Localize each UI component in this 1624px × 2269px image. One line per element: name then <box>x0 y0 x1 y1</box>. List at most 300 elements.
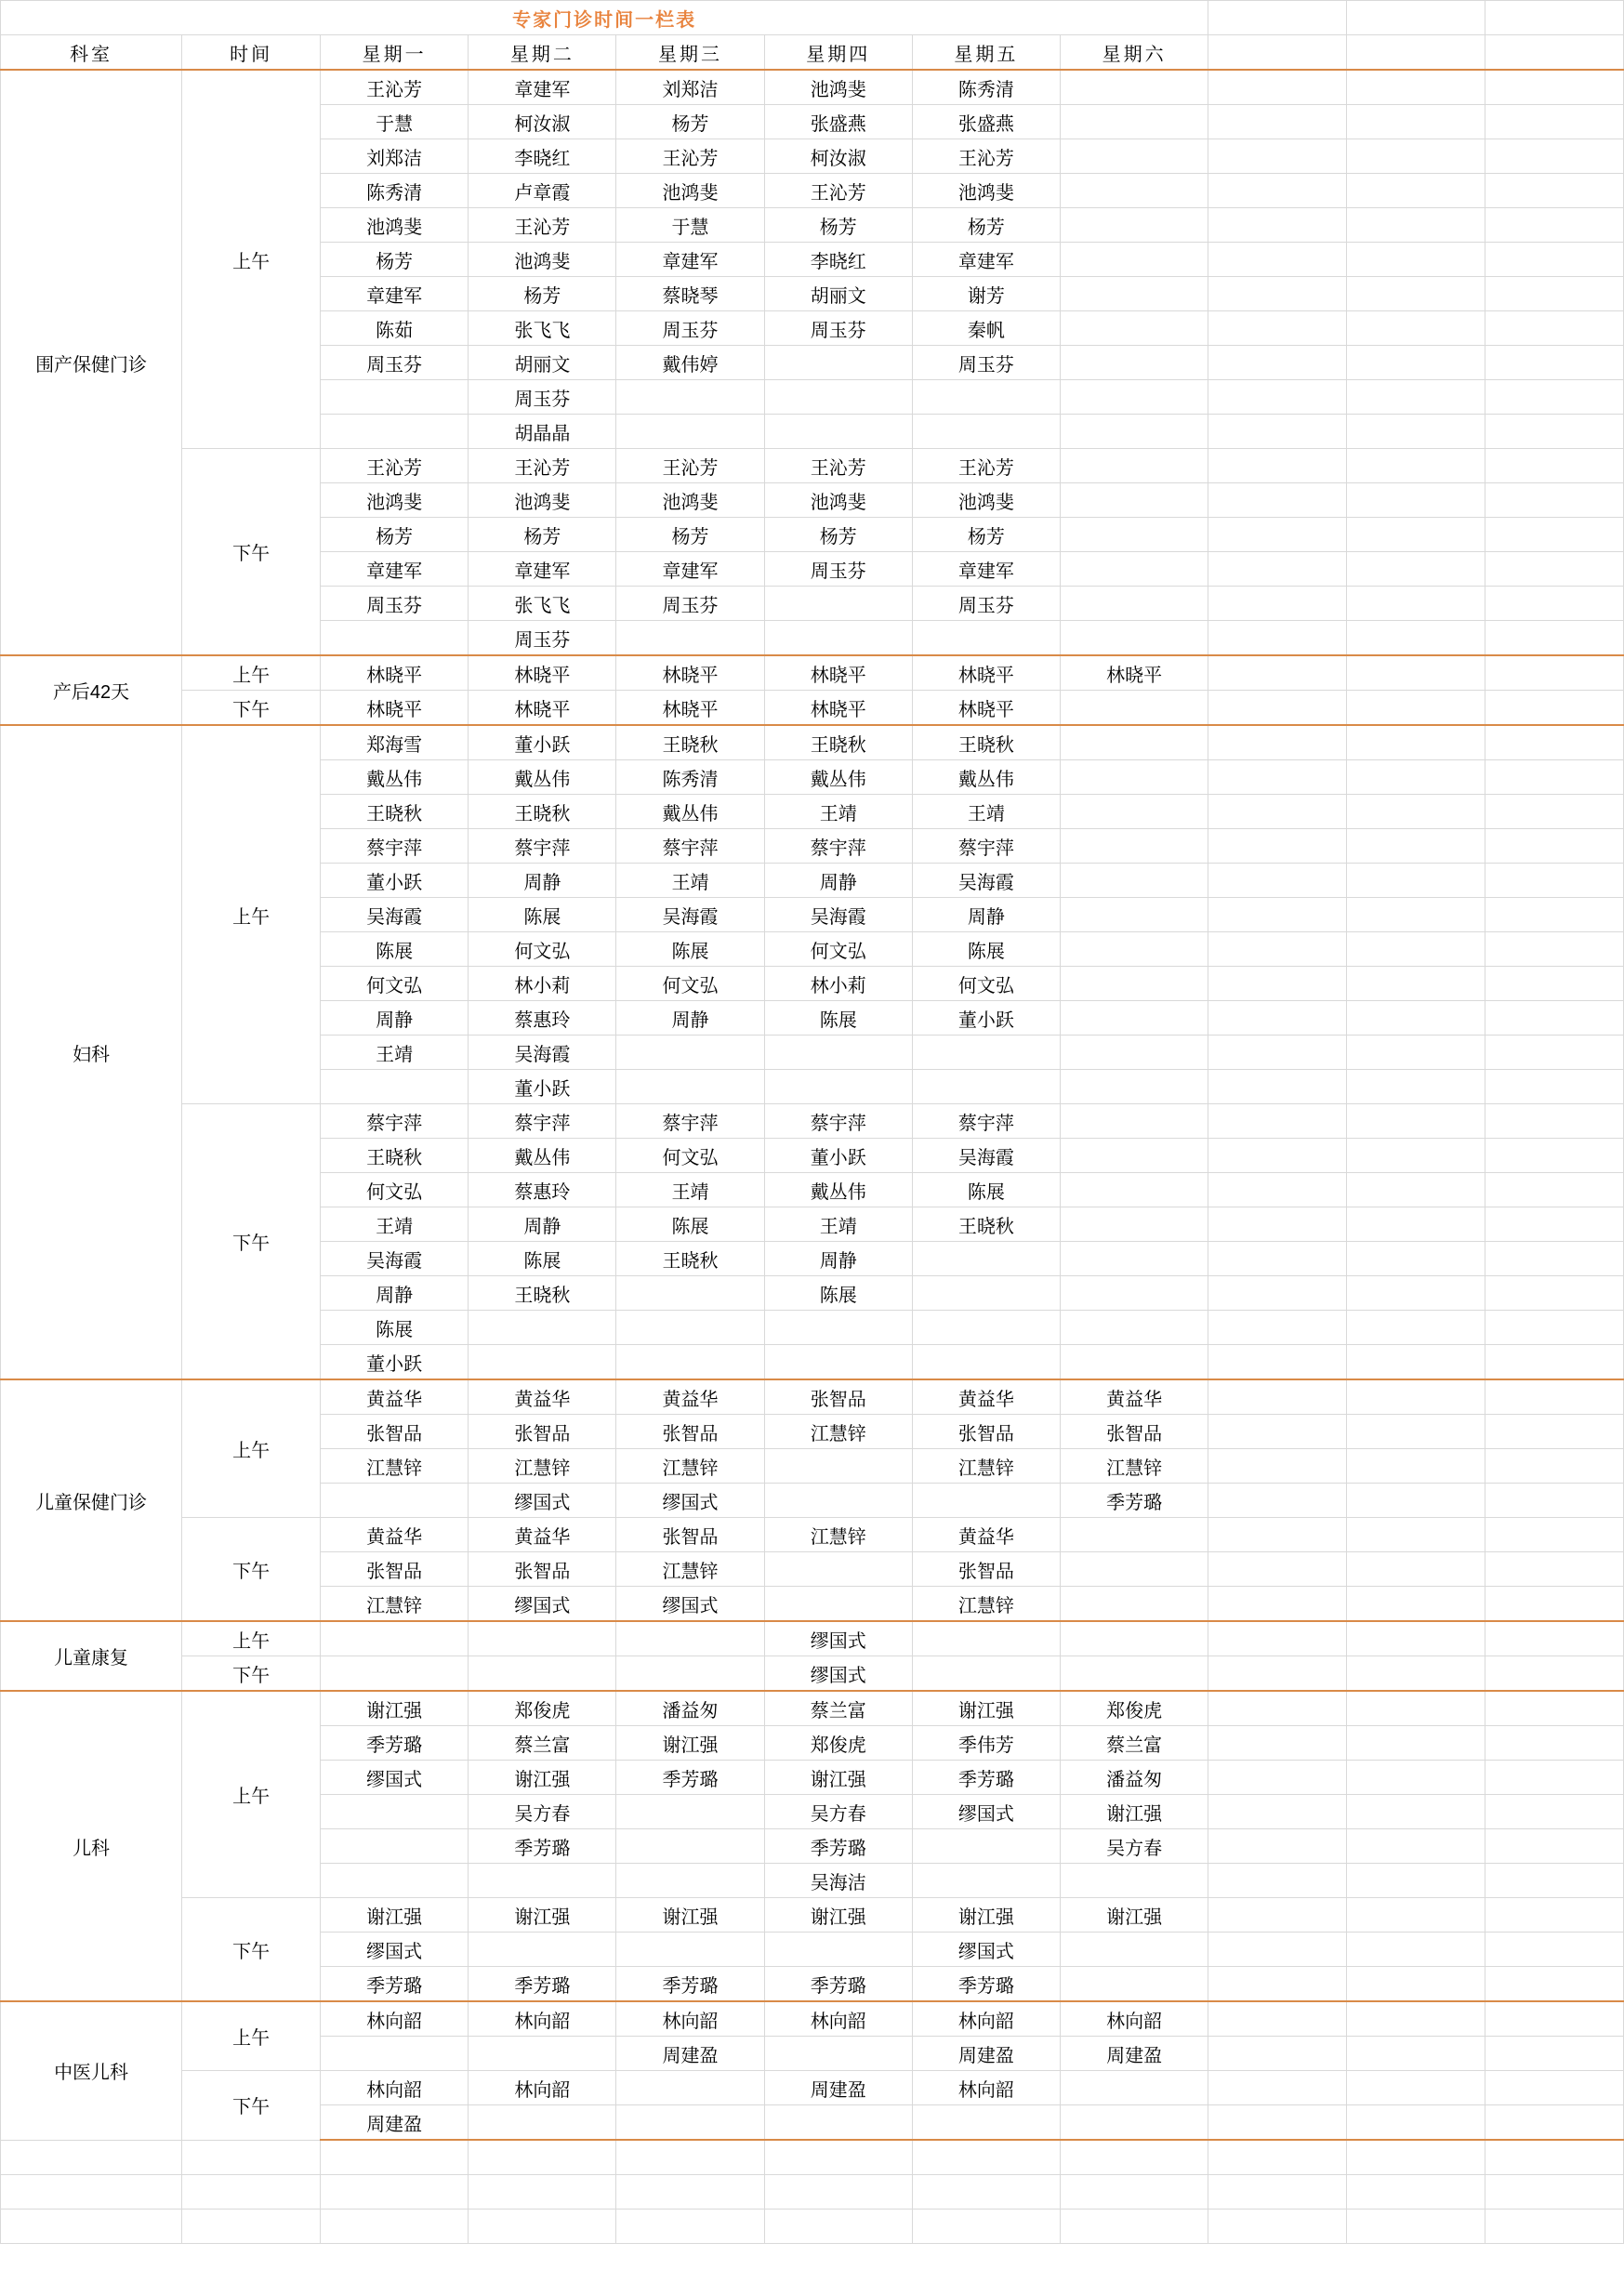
spreadsheet-empty-cell <box>1208 760 1347 795</box>
spreadsheet-empty-cell <box>1347 380 1485 415</box>
doctor-cell: 陈展 <box>321 1311 469 1345</box>
spreadsheet-empty-cell <box>1208 1 1347 35</box>
spreadsheet-empty-cell <box>1347 2140 1485 2175</box>
doctor-cell: 王晓秋 <box>912 725 1060 760</box>
spreadsheet-empty-cell <box>1347 2105 1485 2141</box>
spreadsheet-empty-cell <box>1347 1726 1485 1761</box>
doctor-cell: 胡丽文 <box>764 277 912 311</box>
doctor-cell <box>912 1242 1060 1276</box>
doctor-cell: 章建军 <box>321 277 469 311</box>
doctor-cell <box>912 1070 1060 1104</box>
doctor-cell <box>912 621 1060 656</box>
doctor-cell: 张智品 <box>321 1415 469 1449</box>
spreadsheet-empty-cell <box>1485 795 1624 829</box>
spreadsheet-empty-cell <box>1485 1415 1624 1449</box>
doctor-cell: 杨芳 <box>764 518 912 552</box>
spreadsheet-empty-cell <box>1347 2001 1485 2037</box>
doctor-cell <box>1061 2071 1208 2105</box>
doctor-cell: 陈展 <box>764 1001 912 1036</box>
spreadsheet-empty-cell <box>1208 449 1347 483</box>
spreadsheet-empty-cell <box>1485 1070 1624 1104</box>
doctor-cell: 王晓秋 <box>469 1276 616 1311</box>
doctor-cell: 王靖 <box>616 864 764 898</box>
spreadsheet-empty-cell <box>1208 655 1347 691</box>
doctor-cell: 周静 <box>912 898 1060 932</box>
doctor-cell: 缪国式 <box>321 1933 469 1967</box>
doctor-cell <box>1061 691 1208 726</box>
doctor-cell <box>469 1656 616 1692</box>
doctor-cell: 张智品 <box>764 1379 912 1415</box>
spreadsheet-empty-cell <box>1485 1484 1624 1518</box>
doctor-cell: 季芳璐 <box>469 1967 616 2002</box>
doctor-cell: 张飞飞 <box>469 311 616 346</box>
spreadsheet-empty-cell <box>1485 1656 1624 1692</box>
title-row <box>1 1 1624 35</box>
doctor-cell: 刘郑洁 <box>321 139 469 174</box>
doctor-cell: 戴丛伟 <box>469 760 616 795</box>
doctor-cell <box>1061 1621 1208 1656</box>
doctor-cell: 池鸿斐 <box>469 243 616 277</box>
doctor-cell: 周玉芬 <box>616 311 764 346</box>
doctor-cell: 吴海霞 <box>764 898 912 932</box>
spreadsheet-empty-cell <box>1347 2210 1485 2244</box>
doctor-cell <box>469 1621 616 1656</box>
doctor-cell: 谢江强 <box>764 1898 912 1933</box>
spreadsheet-empty-cell <box>1485 449 1624 483</box>
doctor-cell: 周建盈 <box>321 2105 469 2141</box>
doctor-cell: 陈秀清 <box>321 174 469 208</box>
column-header-day-4: 星期四 <box>764 35 912 71</box>
spreadsheet-empty-cell <box>1485 1761 1624 1795</box>
time-slot-label: 上午 <box>182 70 321 449</box>
spreadsheet-empty-cell <box>1208 1795 1347 1829</box>
doctor-cell: 谢江强 <box>912 1898 1060 1933</box>
spreadsheet-empty-cell <box>1208 139 1347 174</box>
doctor-cell: 周玉芬 <box>321 587 469 621</box>
spreadsheet-empty-cell <box>1061 2140 1208 2175</box>
spreadsheet-empty-cell <box>616 2140 764 2175</box>
spreadsheet-empty-cell <box>1347 1898 1485 1933</box>
doctor-cell: 谢江强 <box>321 1898 469 1933</box>
department-name: 儿童康复 <box>1 1621 182 1691</box>
doctor-cell: 谢江强 <box>469 1761 616 1795</box>
spreadsheet-empty-cell <box>1347 1036 1485 1070</box>
doctor-cell <box>616 1311 764 1345</box>
doctor-cell <box>912 1621 1060 1656</box>
spreadsheet-empty-cell <box>1208 70 1347 105</box>
doctor-cell <box>469 2105 616 2141</box>
doctor-cell: 林晓平 <box>764 655 912 691</box>
doctor-cell: 林向韶 <box>321 2001 469 2037</box>
spreadsheet-empty-cell <box>1347 139 1485 174</box>
time-slot-label: 上午 <box>182 655 321 691</box>
spreadsheet-empty-cell <box>1485 552 1624 587</box>
doctor-cell: 戴伟婷 <box>616 346 764 380</box>
table-row <box>1 725 1624 760</box>
doctor-cell <box>912 1276 1060 1311</box>
spreadsheet-empty-cell <box>1208 2105 1347 2141</box>
spreadsheet-empty-cell <box>1485 2001 1624 2037</box>
doctor-cell <box>1061 587 1208 621</box>
doctor-cell: 王沁芳 <box>616 139 764 174</box>
doctor-cell: 王晓秋 <box>321 1139 469 1173</box>
doctor-cell: 池鸿斐 <box>912 174 1060 208</box>
doctor-cell <box>1061 760 1208 795</box>
table-row <box>1 1518 1624 1552</box>
doctor-cell: 潘益匆 <box>616 1691 764 1726</box>
spreadsheet-empty-cell <box>1208 1036 1347 1070</box>
doctor-cell: 杨芳 <box>321 243 469 277</box>
spreadsheet-empty-cell <box>1347 174 1485 208</box>
spreadsheet-empty-cell <box>469 2210 616 2244</box>
doctor-cell <box>1061 243 1208 277</box>
doctor-cell: 何文弘 <box>764 932 912 967</box>
spreadsheet-empty-cell <box>1485 1345 1624 1380</box>
doctor-cell: 周静 <box>616 1001 764 1036</box>
doctor-cell: 陈展 <box>764 1276 912 1311</box>
spreadsheet-empty-cell <box>1347 1242 1485 1276</box>
spreadsheet-empty-cell <box>1208 829 1347 864</box>
spreadsheet-empty-cell <box>1347 1415 1485 1449</box>
table-row <box>1 2001 1624 2037</box>
doctor-cell: 季芳璐 <box>912 1761 1060 1795</box>
doctor-cell: 周建盈 <box>912 2037 1060 2071</box>
doctor-cell <box>1061 1656 1208 1692</box>
doctor-cell: 周静 <box>321 1276 469 1311</box>
doctor-cell <box>1061 1242 1208 1276</box>
spreadsheet-empty-cell <box>321 2140 469 2175</box>
doctor-cell: 王晓秋 <box>321 795 469 829</box>
doctor-cell: 季芳璐 <box>469 1829 616 1864</box>
spreadsheet-empty-cell <box>1 2140 182 2175</box>
spreadsheet-empty-cell <box>1485 1036 1624 1070</box>
spreadsheet-empty-cell <box>1208 1656 1347 1692</box>
doctor-cell <box>912 1864 1060 1898</box>
spreadsheet-empty-cell <box>1208 1587 1347 1622</box>
doctor-cell <box>616 1656 764 1692</box>
spreadsheet-empty-cell <box>1347 829 1485 864</box>
spreadsheet-empty-cell <box>1485 2175 1624 2210</box>
doctor-cell: 戴丛伟 <box>321 760 469 795</box>
time-slot-label: 下午 <box>182 449 321 656</box>
doctor-cell: 柯汝淑 <box>469 105 616 139</box>
spreadsheet-empty-cell <box>1208 35 1347 71</box>
spreadsheet-empty-cell <box>1347 2071 1485 2105</box>
doctor-cell: 王沁芳 <box>764 449 912 483</box>
doctor-cell: 吴方春 <box>1061 1829 1208 1864</box>
doctor-cell: 周建盈 <box>616 2037 764 2071</box>
spreadsheet-empty-cell <box>1347 243 1485 277</box>
doctor-cell <box>616 1933 764 1967</box>
spreadsheet-empty-cell <box>1485 2037 1624 2071</box>
doctor-cell <box>764 1484 912 1518</box>
doctor-cell <box>1061 1139 1208 1173</box>
doctor-cell <box>616 2071 764 2105</box>
doctor-cell: 缪国式 <box>912 1933 1060 1967</box>
time-slot-label: 下午 <box>182 691 321 726</box>
spreadsheet-empty-cell <box>182 2175 321 2210</box>
doctor-cell: 缪国式 <box>764 1621 912 1656</box>
doctor-cell: 林晓平 <box>321 691 469 726</box>
doctor-cell <box>1061 932 1208 967</box>
doctor-cell: 黄益华 <box>912 1518 1060 1552</box>
doctor-cell: 谢江强 <box>321 1691 469 1726</box>
spreadsheet-empty-cell <box>764 2210 912 2244</box>
spreadsheet-empty-cell <box>1208 898 1347 932</box>
doctor-cell: 董小跃 <box>764 1139 912 1173</box>
spreadsheet-empty-cell <box>1347 1691 1485 1726</box>
doctor-cell: 章建军 <box>321 552 469 587</box>
spreadsheet-empty-cell <box>1485 2140 1624 2175</box>
doctor-cell: 王沁芳 <box>912 449 1060 483</box>
spreadsheet-empty-cell <box>1485 1967 1624 2002</box>
doctor-cell: 张智品 <box>1061 1415 1208 1449</box>
doctor-cell: 张智品 <box>616 1518 764 1552</box>
doctor-cell: 周玉芬 <box>469 380 616 415</box>
time-slot-label: 上午 <box>182 1691 321 1898</box>
doctor-cell: 季芳璐 <box>616 1967 764 2002</box>
time-slot-label: 上午 <box>182 1379 321 1518</box>
doctor-cell <box>469 1933 616 1967</box>
spreadsheet-empty-cell <box>182 2140 321 2175</box>
doctor-cell <box>321 2037 469 2071</box>
doctor-cell: 林向韶 <box>912 2001 1060 2037</box>
doctor-cell: 季芳璐 <box>616 1761 764 1795</box>
doctor-cell: 陈展 <box>469 1242 616 1276</box>
doctor-cell: 吴海霞 <box>321 1242 469 1276</box>
spreadsheet-empty-cell <box>1485 2071 1624 2105</box>
spreadsheet-empty-cell <box>469 2140 616 2175</box>
spreadsheet-empty-cell <box>1485 760 1624 795</box>
doctor-cell: 陈展 <box>321 932 469 967</box>
spreadsheet-empty-cell <box>1208 2175 1347 2210</box>
spreadsheet-empty-cell <box>1485 70 1624 105</box>
doctor-cell: 王靖 <box>764 1207 912 1242</box>
spreadsheet-empty-cell <box>1208 174 1347 208</box>
spreadsheet-empty-cell <box>1485 967 1624 1001</box>
doctor-cell: 周玉芬 <box>764 311 912 346</box>
doctor-cell: 江慧锌 <box>764 1415 912 1449</box>
doctor-cell: 董小跃 <box>912 1001 1060 1036</box>
doctor-cell <box>321 415 469 449</box>
doctor-cell <box>616 1829 764 1864</box>
spreadsheet-empty-cell <box>1485 1933 1624 1967</box>
doctor-cell: 林向韶 <box>764 2001 912 2037</box>
spreadsheet-empty-cell <box>1485 1518 1624 1552</box>
spreadsheet-empty-cell <box>1208 105 1347 139</box>
doctor-cell: 江慧锌 <box>764 1518 912 1552</box>
spreadsheet-empty-cell <box>1485 1829 1624 1864</box>
doctor-cell <box>912 380 1060 415</box>
department-name: 儿科 <box>1 1691 182 2001</box>
spreadsheet-empty-cell <box>1485 1552 1624 1587</box>
spreadsheet-empty-cell <box>1347 1001 1485 1036</box>
spreadsheet-empty-cell <box>1485 1726 1624 1761</box>
table-row <box>1 70 1624 105</box>
doctor-cell: 周玉芬 <box>912 346 1060 380</box>
spreadsheet-empty-cell <box>1208 1829 1347 1864</box>
doctor-cell: 王沁芳 <box>912 139 1060 174</box>
spreadsheet-empty-cell <box>1485 864 1624 898</box>
spreadsheet-empty-cell <box>1347 35 1485 71</box>
spreadsheet-empty-cell <box>1347 1 1485 35</box>
doctor-cell <box>764 380 912 415</box>
spreadsheet-empty-cell <box>1485 621 1624 656</box>
spreadsheet-empty-row <box>1 2140 1624 2175</box>
doctor-cell <box>764 415 912 449</box>
doctor-cell: 陈秀清 <box>912 70 1060 105</box>
doctor-cell: 缪国式 <box>616 1587 764 1622</box>
doctor-cell <box>321 1864 469 1898</box>
doctor-cell: 陈茹 <box>321 311 469 346</box>
doctor-cell: 季芳璐 <box>321 1726 469 1761</box>
doctor-cell <box>1061 864 1208 898</box>
doctor-cell: 郑俊虎 <box>1061 1691 1208 1726</box>
doctor-cell: 蔡宇萍 <box>912 829 1060 864</box>
spreadsheet-empty-cell <box>1347 518 1485 552</box>
doctor-cell <box>469 2037 616 2071</box>
spreadsheet-empty-cell <box>1485 346 1624 380</box>
doctor-cell <box>616 1864 764 1898</box>
spreadsheet-empty-cell <box>182 2210 321 2244</box>
spreadsheet-empty-cell <box>1347 1587 1485 1622</box>
table-row <box>1 1656 1624 1692</box>
doctor-cell: 季芳璐 <box>764 1967 912 2002</box>
doctor-cell <box>912 1829 1060 1864</box>
spreadsheet-empty-cell <box>616 2210 764 2244</box>
spreadsheet-empty-cell <box>616 2175 764 2210</box>
doctor-cell <box>616 1345 764 1380</box>
doctor-cell: 江慧锌 <box>616 1449 764 1484</box>
doctor-cell: 谢江强 <box>1061 1898 1208 1933</box>
doctor-cell: 杨芳 <box>321 518 469 552</box>
doctor-cell: 何文弘 <box>321 1173 469 1207</box>
spreadsheet-empty-cell <box>1208 864 1347 898</box>
doctor-cell <box>321 1070 469 1104</box>
doctor-cell: 秦帆 <box>912 311 1060 346</box>
spreadsheet-empty-cell <box>1208 1484 1347 1518</box>
spreadsheet-empty-cell <box>1347 415 1485 449</box>
doctor-cell: 江慧锌 <box>321 1449 469 1484</box>
doctor-cell: 陈展 <box>912 1173 1060 1207</box>
doctor-cell: 郑俊虎 <box>764 1726 912 1761</box>
spreadsheet-empty-cell <box>1347 1345 1485 1380</box>
doctor-cell: 杨芳 <box>616 105 764 139</box>
doctor-cell <box>1061 2105 1208 2141</box>
spreadsheet-empty-cell <box>1485 932 1624 967</box>
doctor-cell <box>764 346 912 380</box>
doctor-cell: 池鸿斐 <box>321 483 469 518</box>
spreadsheet-empty-cell <box>1485 1001 1624 1036</box>
spreadsheet-empty-cell <box>1208 1345 1347 1380</box>
doctor-cell <box>1061 1587 1208 1622</box>
doctor-cell: 谢江强 <box>764 1761 912 1795</box>
doctor-cell: 蔡惠玲 <box>469 1001 616 1036</box>
doctor-cell: 王靖 <box>616 1173 764 1207</box>
spreadsheet-empty-cell <box>1347 1484 1485 1518</box>
doctor-cell: 王靖 <box>912 795 1060 829</box>
doctor-cell <box>321 1829 469 1864</box>
doctor-cell: 吴方春 <box>764 1795 912 1829</box>
spreadsheet-empty-cell <box>1208 483 1347 518</box>
doctor-cell <box>1061 346 1208 380</box>
spreadsheet-empty-cell <box>1208 1379 1347 1415</box>
doctor-cell: 郑俊虎 <box>469 1691 616 1726</box>
spreadsheet-empty-cell <box>1208 1242 1347 1276</box>
spreadsheet-empty-cell <box>1208 2210 1347 2244</box>
doctor-cell: 张智品 <box>469 1415 616 1449</box>
table-row <box>1 1898 1624 1933</box>
doctor-cell: 何文弘 <box>912 967 1060 1001</box>
spreadsheet-empty-cell <box>1208 380 1347 415</box>
time-slot-label: 下午 <box>182 1104 321 1380</box>
doctor-cell: 王沁芳 <box>321 449 469 483</box>
spreadsheet-empty-cell <box>1347 311 1485 346</box>
doctor-cell: 董小跃 <box>469 725 616 760</box>
spreadsheet-empty-cell <box>1485 483 1624 518</box>
doctor-cell: 章建军 <box>616 552 764 587</box>
doctor-cell: 黄益华 <box>469 1379 616 1415</box>
spreadsheet-empty-cell <box>764 2175 912 2210</box>
doctor-cell: 章建军 <box>469 70 616 105</box>
doctor-cell <box>1061 1276 1208 1311</box>
spreadsheet-empty-cell <box>1208 967 1347 1001</box>
spreadsheet-empty-cell <box>1208 243 1347 277</box>
spreadsheet-empty-cell <box>1485 105 1624 139</box>
doctor-cell: 江慧锌 <box>321 1587 469 1622</box>
doctor-cell <box>616 380 764 415</box>
table-row <box>1 655 1624 691</box>
doctor-cell: 季芳璐 <box>764 1829 912 1864</box>
spreadsheet-empty-cell <box>1485 1898 1624 1933</box>
spreadsheet-empty-cell <box>1347 70 1485 105</box>
doctor-cell: 张智品 <box>912 1415 1060 1449</box>
doctor-cell <box>1061 208 1208 243</box>
spreadsheet-empty-cell <box>1208 552 1347 587</box>
doctor-cell: 周静 <box>469 1207 616 1242</box>
doctor-cell <box>321 621 469 656</box>
doctor-cell <box>321 1656 469 1692</box>
doctor-cell: 章建军 <box>912 243 1060 277</box>
time-slot-label: 下午 <box>182 1898 321 2002</box>
spreadsheet-empty-cell <box>1347 2037 1485 2071</box>
doctor-cell: 林晓平 <box>616 655 764 691</box>
time-slot-label: 上午 <box>182 725 321 1104</box>
doctor-cell: 蔡宇萍 <box>912 1104 1060 1139</box>
doctor-cell <box>1061 795 1208 829</box>
spreadsheet-empty-cell <box>1208 2140 1347 2175</box>
doctor-cell: 谢江强 <box>616 1898 764 1933</box>
spreadsheet-empty-cell <box>1208 415 1347 449</box>
doctor-cell: 卢章霞 <box>469 174 616 208</box>
spreadsheet-empty-cell <box>1485 1139 1624 1173</box>
doctor-cell: 江慧锌 <box>469 1449 616 1484</box>
doctor-cell: 蔡兰富 <box>1061 1726 1208 1761</box>
doctor-cell <box>1061 139 1208 174</box>
spreadsheet-empty-cell <box>1347 691 1485 726</box>
doctor-cell: 林小莉 <box>764 967 912 1001</box>
spreadsheet-empty-cell <box>1347 725 1485 760</box>
doctor-cell: 林晓平 <box>469 691 616 726</box>
doctor-cell <box>1061 1104 1208 1139</box>
spreadsheet-empty-cell <box>1485 1795 1624 1829</box>
doctor-cell <box>912 1311 1060 1345</box>
doctor-cell: 周建盈 <box>764 2071 912 2105</box>
doctor-cell: 杨芳 <box>469 277 616 311</box>
doctor-cell: 林晓平 <box>616 691 764 726</box>
doctor-cell <box>764 2037 912 2071</box>
doctor-cell: 林向韶 <box>469 2001 616 2037</box>
